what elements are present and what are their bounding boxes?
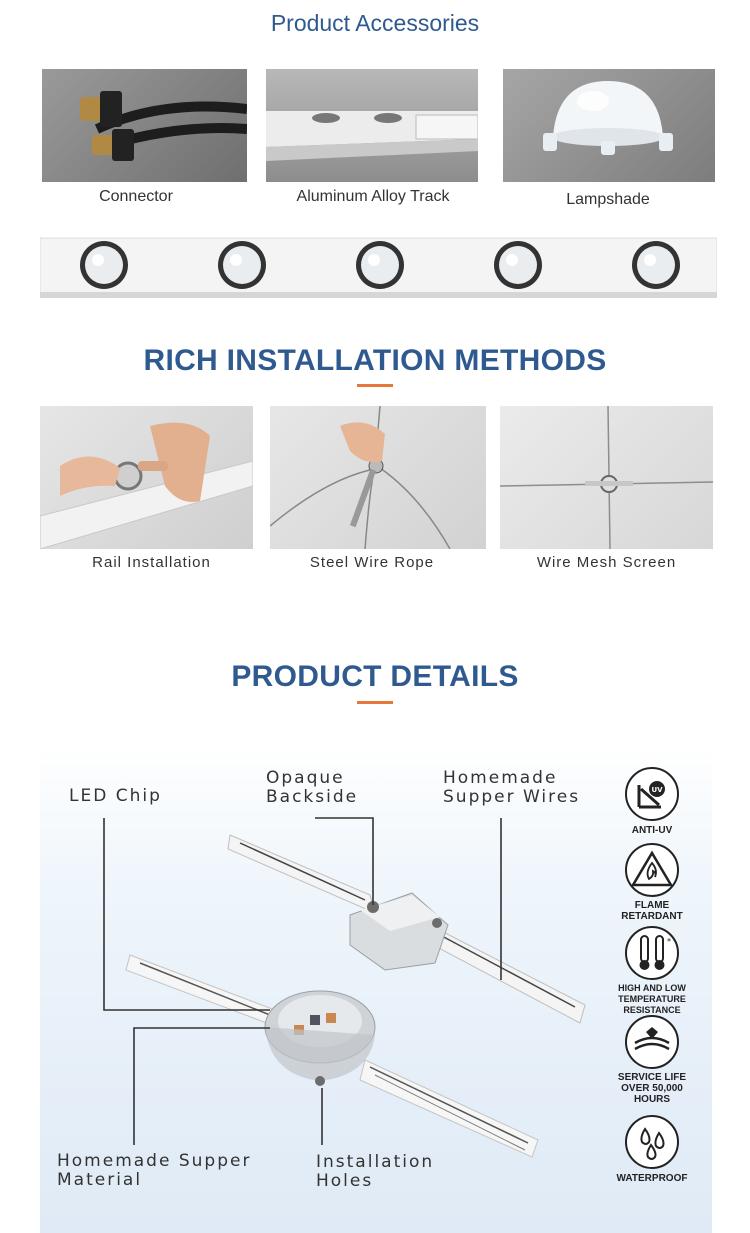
accessories-title: Product Accessories	[270, 10, 480, 36]
service-life-label-2: OVER 50,000	[621, 1083, 683, 1094]
installation-holes-line-2: Holes	[316, 1171, 374, 1191]
supper-material-callout	[57, 1152, 251, 1190]
rail-installation-caption: Rail Installation	[92, 554, 211, 571]
opaque-backside-line-1: Opaque	[266, 768, 345, 788]
aluminum-track-photo	[266, 69, 478, 182]
opaque-backside-callout	[266, 769, 358, 807]
flame-retardant-label-1: FLAME	[634, 900, 670, 911]
lamp-strip-photo	[40, 234, 717, 300]
led-chip-callout: LED Chip	[69, 786, 162, 806]
feature-service-life	[612, 1015, 692, 1105]
supper-material-line-1: Homemade Supper	[57, 1151, 252, 1171]
waterproof-icon	[625, 1115, 679, 1169]
waterproof-label: WATERPROOF	[616, 1173, 688, 1184]
feature-waterproof	[612, 1115, 692, 1184]
anti-uv-label: ANTI-UV	[631, 825, 673, 836]
connector-photo	[42, 69, 247, 182]
supper-wires-line-2: Supper Wires	[443, 787, 581, 807]
supper-wires-callout	[443, 769, 580, 807]
flame-icon	[625, 843, 679, 897]
svg-text:*: *	[667, 937, 671, 946]
feature-anti-uv	[612, 767, 692, 836]
service-life-label-1: SERVICE LIFE	[617, 1072, 687, 1083]
uv-icon	[625, 767, 679, 821]
feature-temperature-resistance	[612, 926, 692, 1016]
opaque-backside-line-2: Backside	[266, 787, 359, 807]
service-life-icon	[625, 1015, 679, 1069]
installation-holes-callout	[316, 1153, 434, 1191]
temperature-label-1: HIGH AND LOW	[618, 983, 686, 993]
lampshade-photo	[503, 69, 715, 182]
feature-flame-retardant	[612, 843, 692, 922]
details-title-underline	[357, 701, 393, 704]
wire-mesh-screen-caption: Wire Mesh Screen	[536, 554, 677, 571]
installation-title-underline	[357, 384, 393, 387]
supper-wires-line-1: Homemade	[443, 768, 558, 788]
thermometer-icon	[625, 926, 679, 980]
steel-wire-rope-photo	[270, 406, 486, 549]
installation-title: RICH INSTALLATION METHODS	[143, 344, 607, 377]
wire-mesh-screen-photo	[500, 406, 713, 549]
flame-retardant-label-2: RETARDANT	[621, 911, 683, 922]
aluminum-track-caption: Aluminum Alloy Track	[296, 188, 450, 205]
lampshade-caption: Lampshade	[566, 191, 650, 208]
supper-material-line-2: Material	[57, 1170, 143, 1190]
service-life-label-3: HOURS	[633, 1094, 671, 1105]
steel-wire-rope-caption: Steel Wire Rope	[309, 554, 435, 571]
rail-installation-photo	[40, 406, 253, 549]
upper-pixel-illustration	[228, 835, 585, 1023]
details-title: PRODUCT DETAILS	[231, 660, 519, 693]
svg-text:UV: UV	[651, 786, 663, 794]
lower-pixel-illustration	[126, 955, 538, 1157]
temperature-label-2: TEMPERATURE	[618, 994, 686, 1004]
connector-caption: Connector	[99, 188, 173, 205]
installation-holes-line-1: Installation	[316, 1152, 435, 1172]
temperature-label-3: RESISTANCE	[623, 1005, 681, 1015]
